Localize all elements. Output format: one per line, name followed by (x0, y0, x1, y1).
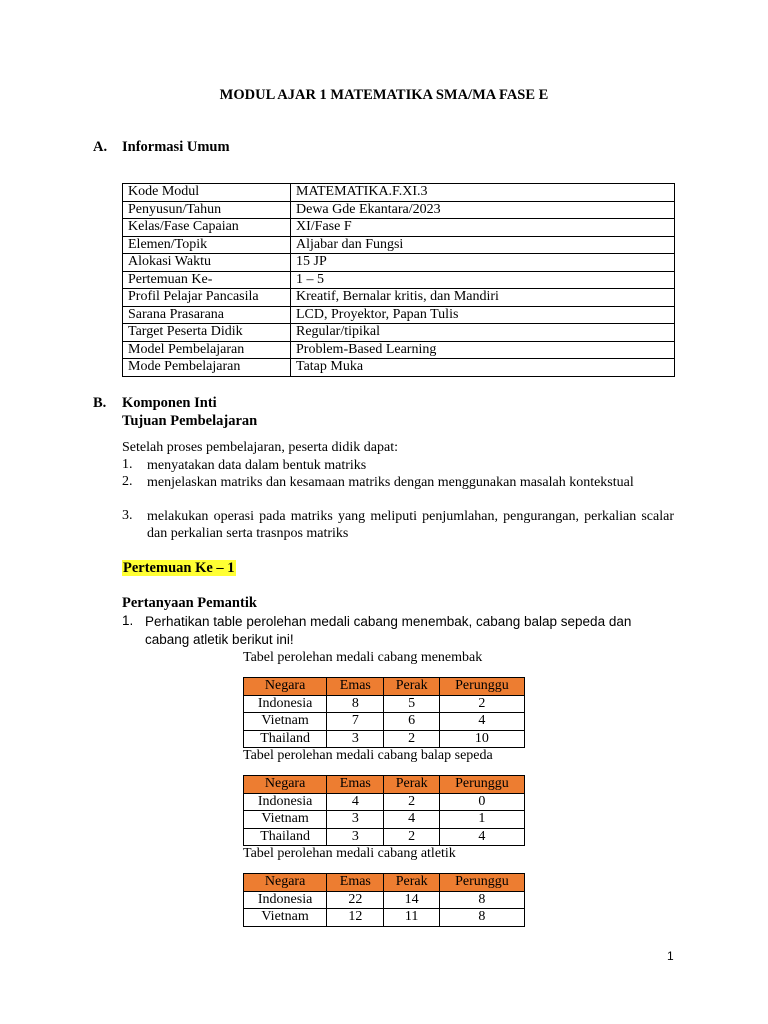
info-value: Tatap Muka (291, 359, 675, 377)
medal-cell: Indonesia (244, 793, 327, 811)
medal-cell: 2 (439, 695, 524, 713)
info-row (123, 254, 675, 272)
medal-cell: Thailand (244, 730, 327, 748)
section-a-heading: Informasi Umum (122, 139, 230, 155)
info-key: Sarana Prasarana (123, 306, 291, 324)
medal-header-row (244, 874, 525, 892)
objective-num: 1. (122, 457, 133, 472)
medal-table-caption: Tabel perolehan medali cabang atletik (243, 846, 456, 861)
medal-cell: 7 (327, 713, 384, 731)
info-row (123, 324, 675, 342)
medal-header-cell: Perunggu (439, 874, 524, 892)
section-b-subheading: Tujuan Pembelajaran (122, 413, 258, 429)
medal-cell: 12 (327, 909, 384, 927)
medal-cell: 4 (384, 811, 439, 829)
medal-cell: Vietnam (244, 909, 327, 927)
medal-cell: Vietnam (244, 713, 327, 731)
section-b-heading: Komponen Inti (122, 395, 217, 411)
medal-cell: Thailand (244, 828, 327, 846)
medal-cell: 6 (384, 713, 439, 731)
medal-cell: 4 (327, 793, 384, 811)
medal-header-cell: Emas (327, 776, 384, 794)
info-row (123, 219, 675, 237)
info-key: Alokasi Waktu (123, 254, 291, 272)
objectives-intro: Setelah proses pembelajaran, peserta didik dapat: (122, 440, 399, 455)
medal-header-cell: Negara (244, 678, 327, 696)
info-row (123, 236, 675, 254)
medal-cell: Indonesia (244, 891, 327, 909)
medal-cell: 8 (439, 909, 524, 927)
medal-cell: Vietnam (244, 811, 327, 829)
info-key: Pertemuan Ke- (123, 271, 291, 289)
medal-cell: 2 (384, 828, 439, 846)
medal-cell: 10 (439, 730, 524, 748)
medal-header-cell: Emas (327, 874, 384, 892)
medal-table-shooting (243, 677, 525, 748)
medal-cell: 2 (384, 793, 439, 811)
info-row (123, 201, 675, 219)
section-a-letter: A. (93, 139, 108, 155)
info-value: MATEMATIKA.F.XI.3 (291, 184, 675, 202)
info-row (123, 306, 675, 324)
medal-cell: 3 (327, 730, 384, 748)
info-row (123, 271, 675, 289)
info-row (123, 289, 675, 307)
medal-header-cell: Negara (244, 874, 327, 892)
medal-cell: 5 (384, 695, 439, 713)
medal-header-row (244, 678, 525, 696)
page-number: 1 (667, 949, 674, 963)
medal-row (244, 909, 525, 927)
medal-row (244, 828, 525, 846)
info-row (123, 359, 675, 377)
medal-header-cell: Emas (327, 678, 384, 696)
question-text: Perhatikan table perolehan medali cabang menembak, cabang balap sepeda dan cabang atletik berikut ini! (145, 614, 632, 647)
objective-text: menyatakan data dalam bentuk matriks (147, 458, 367, 473)
medal-header-cell: Perunggu (439, 678, 524, 696)
medal-cell: 4 (439, 828, 524, 846)
medal-header-cell: Perak (384, 678, 439, 696)
medal-cell: 0 (439, 793, 524, 811)
medal-row (244, 730, 525, 748)
medal-cell: 1 (439, 811, 524, 829)
medal-row (244, 695, 525, 713)
info-key: Mode Pembelajaran (123, 359, 291, 377)
medal-row (244, 891, 525, 909)
info-value: XI/Fase F (291, 219, 675, 237)
section-b-letter: B. (93, 395, 107, 411)
objective-text: melakukan operasi pada matriks yang meliputi penjumlahan, pengurangan, perkalian scalar dan perkalian serta trasnpos matriks (147, 509, 674, 541)
info-value: LCD, Proyektor, Papan Tulis (291, 306, 675, 324)
medal-row (244, 811, 525, 829)
info-value: Kreatif, Bernalar kritis, dan Mandiri (291, 289, 675, 307)
objective-text: menjelaskan matriks dan kesamaan matriks dengan menggunakan masalah kontekstual (147, 475, 634, 490)
meeting-label: Pertemuan Ke – 1 (123, 560, 235, 576)
medal-cell: 4 (439, 713, 524, 731)
medal-row (244, 713, 525, 731)
medal-table-athletics (243, 873, 525, 927)
medal-table-caption: Tabel perolehan medali cabang menembak (243, 650, 483, 665)
medal-cell: 14 (384, 891, 439, 909)
medal-cell: 8 (327, 695, 384, 713)
medal-cell: 11 (384, 909, 439, 927)
medal-cell: Indonesia (244, 695, 327, 713)
info-value: 1 – 5 (291, 271, 675, 289)
medal-header-cell: Perak (384, 776, 439, 794)
info-row (123, 184, 675, 202)
objective-num: 2. (122, 474, 133, 489)
info-key: Profil Pelajar Pancasila (123, 289, 291, 307)
info-value: Regular/tipikal (291, 324, 675, 342)
question-heading: Pertanyaan Pemantik (122, 595, 257, 611)
medal-header-row (244, 776, 525, 794)
medal-cell: 3 (327, 828, 384, 846)
medal-cell: 22 (327, 891, 384, 909)
medal-cell: 8 (439, 891, 524, 909)
info-key: Elemen/Topik (123, 236, 291, 254)
info-table (122, 183, 675, 377)
medal-cell: 2 (384, 730, 439, 748)
medal-header-cell: Perak (384, 874, 439, 892)
document-title: MODUL AJAR 1 MATEMATIKA SMA/MA FASE E (219, 87, 549, 103)
medal-cell: 3 (327, 811, 384, 829)
info-value: Problem-Based Learning (291, 341, 675, 359)
medal-header-cell: Perunggu (439, 776, 524, 794)
info-value: 15 JP (291, 254, 675, 272)
medal-header-cell: Negara (244, 776, 327, 794)
objective-num: 3. (122, 508, 133, 523)
medal-table-caption: Tabel perolehan medali cabang balap sepeda (243, 748, 493, 763)
medal-table-cycling (243, 775, 525, 846)
info-value: Aljabar dan Fungsi (291, 236, 675, 254)
info-value: Dewa Gde Ekantara/2023 (291, 201, 675, 219)
info-key: Model Pembelajaran (123, 341, 291, 359)
info-row (123, 341, 675, 359)
info-key: Penyusun/Tahun (123, 201, 291, 219)
info-key: Target Peserta Didik (123, 324, 291, 342)
info-key: Kelas/Fase Capaian (123, 219, 291, 237)
question-num: 1. (122, 613, 134, 628)
medal-row (244, 793, 525, 811)
info-key: Kode Modul (123, 184, 291, 202)
